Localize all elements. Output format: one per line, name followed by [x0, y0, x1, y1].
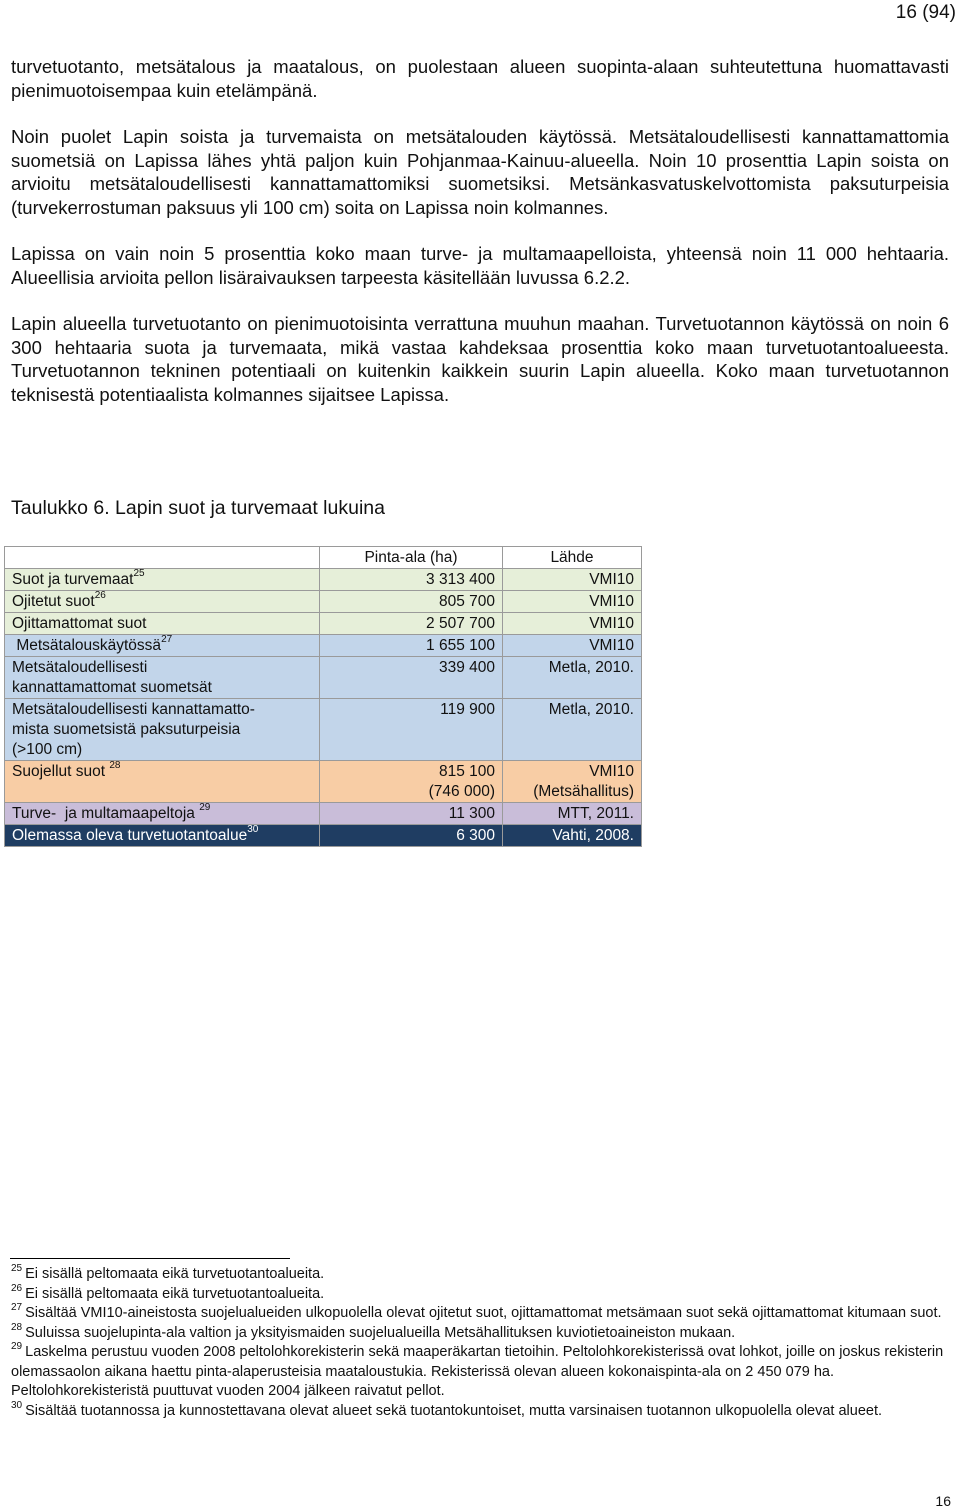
paragraph-2: Noin puolet Lapin soista ja turvemaista on metsätalouden käytössä. Metsätaloudellisesti kannattamattomia suometsiä on Lapissa lähes yhtä paljon kuin Pohjanmaa-Kainuu-alueella. Noin 10 prosenttia Lapin soista on arvioitu metsätaloudellisesti kannattamattomiksi suometsiksi. Metsänkasvatuskelvottomista paksuturpeisia (turvekerrostuman paksuus yli 100 cm) soita on Lapissa noin kolmannes.	[11, 126, 949, 218]
row-source: VMI10	[503, 635, 642, 657]
row-area: 6 300	[320, 825, 503, 847]
paragraph-1: turvetuotanto, metsätalous ja maatalous, on puolestaan alueen suopinta-alaan suhteutettuna huomattavasti pienimuotoisempaa kuin etelämpänä.	[11, 56, 949, 101]
row-source: MTT, 2011.	[503, 803, 642, 825]
footnote-25: $^{25}$ Ei sisällä peltomaata eikä turvetuotantoalueita.	[11, 1263, 325, 1282]
table-row	[5, 803, 642, 825]
row-source: VMI10	[503, 591, 642, 613]
header-source: Lähde	[503, 547, 642, 569]
row-source: Vahti, 2008.	[503, 825, 642, 847]
page-number-bottom: 16	[935, 1493, 951, 1509]
row-label: Suojellut suot $^{28}$	[5, 761, 320, 803]
table-row	[5, 591, 642, 613]
row-label: Metsätalouskäytössä$^{27}$	[5, 635, 320, 657]
footnotes	[11, 1265, 946, 1421]
header-area: Pinta-ala (ha)	[320, 547, 503, 569]
row-source: Metla, 2010.	[503, 657, 642, 699]
table-row	[5, 699, 642, 761]
row-label: Olemassa oleva turvetuotantoalue$^{30}$	[5, 825, 320, 847]
row-area: 815 100 (746 000)	[320, 761, 503, 803]
table-row	[5, 761, 642, 803]
footnote-26: $^{26}$ Ei sisällä peltomaata eikä turvetuotantoalueita.	[11, 1282, 325, 1302]
row-label: Metsätaloudellisesti kannattamatto- mista suometsistä paksuturpeisia (>100 cm)	[5, 699, 320, 761]
row-area: 805 700	[320, 591, 503, 613]
header-cell-empty	[5, 547, 320, 569]
table-row	[5, 635, 642, 657]
row-area: 11 300	[320, 803, 503, 825]
row-area: 119 900	[320, 699, 503, 761]
row-area: 3 313 400	[320, 569, 503, 591]
table-row	[5, 657, 642, 699]
table-row	[5, 825, 642, 847]
row-label: Metsätaloudellisesti kannattamattomat suometsät	[5, 657, 320, 699]
footnote-28: $^{28}$ Suluissa suojelupinta-ala valtion ja yksityismaiden suojelualueilla Metsähallituksen kuviotietoaineiston mukaan.	[11, 1321, 736, 1341]
page-number-top: 16 (94)	[895, 2, 956, 23]
paragraph-4: Lapin alueella turvetuotanto on pienimuotoisinta verrattuna muuhun maahan. Turvetuotannon käytössä on noin 6 300 hehtaaria suota ja turvemaata, mikä vastaa kahdeksaa prosenttia koko maan turvetuotantoalueesta. Turvetuotannon tekninen potentiaali on kuitenkin kaikkein suurin Lapin alueella. Koko maan turvetuotannon teknisestä potentiaalista kolmannes sijaitsee Lapissa.	[11, 313, 949, 405]
row-source: VMI10	[503, 569, 642, 591]
row-label: Suot ja turvemaat$^{25}$	[5, 569, 320, 591]
row-area: 2 507 700	[320, 613, 503, 635]
footnote-30: $^{30}$ Sisältää tuotannossa ja kunnostettavana olevat alueet sekä tuotantokuntoiset, mutta varsinaisen tuotannon ulkopuolella olevat alueet.	[11, 1399, 883, 1419]
table-row	[5, 613, 642, 635]
row-source: VMI10 (Metsähallitus)	[503, 761, 642, 803]
footnote-27: $^{27}$ Sisältää VMI10-aineistosta suojelualueiden ulkopuolella olevat ojitetut suot, ojittamattomat metsämaan suot sekä ojittamattomat kitumaan suot.	[11, 1302, 942, 1321]
row-label: Ojittamattomat suot	[5, 613, 320, 635]
body-text	[11, 55, 949, 429]
row-source: Metla, 2010.	[503, 699, 642, 761]
row-label: Ojitetut suot$^{26}$	[5, 591, 320, 613]
footnote-separator	[10, 1258, 290, 1259]
row-source: VMI10	[503, 613, 642, 635]
row-area: 339 400	[320, 657, 503, 699]
row-area: 1 655 100	[320, 635, 503, 657]
footnote-29: $^{29}$ Laskelma perustuu vuoden 2008 peltolohkorekisterin sekä maaperäkartan tietoihin. Peltolohkorekisterissä ovat lohkot, joille on joskus rekisterin olemassaolon aikana haettu pinta-alaperusteisia maataloustukia. Rekisterissä olevan alueen kokonaispinta-ala on 2 450 079 ha. Peltolohkorekisteristä puuttuvat vuoden 2004 jälkeen raivatut pellot.	[11, 1341, 944, 1399]
paragraph-3: Lapissa on vain noin 5 prosenttia koko maan turve- ja multamaapelloista, yhteensä noin 11 000 hehtaaria. Alueellisia arvioita pellon lisäraivauksen tarpeesta käsitellään luvussa 6.2.2.	[11, 243, 949, 288]
table-header-row	[5, 547, 642, 569]
table-caption: Taulukko 6. Lapin suot ja turvemaat lukuina	[11, 497, 385, 519]
data-table	[4, 546, 642, 847]
row-label: Turve- ja multamaapeltoja $^{29}$	[5, 803, 320, 825]
table-row	[5, 569, 642, 591]
